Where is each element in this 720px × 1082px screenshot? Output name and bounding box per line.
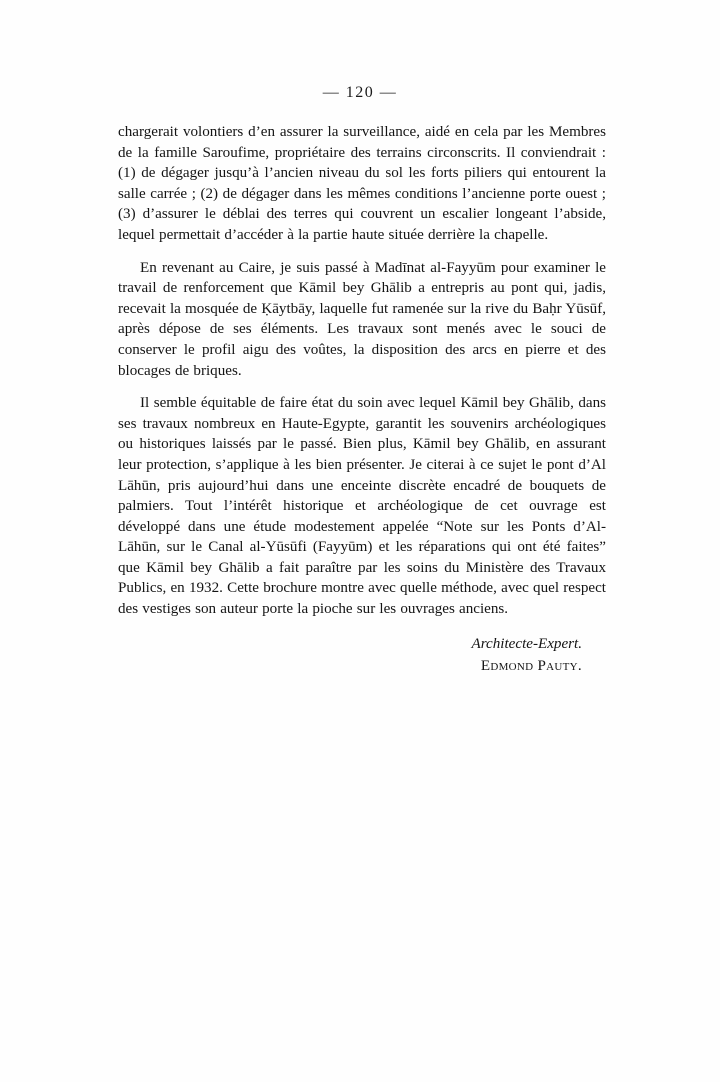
signature-block xyxy=(118,634,606,677)
paragraph-3: Il semble équitable de faire état du soin avec lequel Kāmil bey Ghālib, dans ses travaux nombreux en Haute-Egypte, garantit les souvenirs archéologiques ou historiques laissés par le passé. Bien plus, Kāmil bey Ghālib, en assurant leur protection, s’applique à les bien présenter. Je citerai à ce sujet le pont d’Al Lāhūn, pris aujourd’hui dans une enceinte discrète encadré de bouquets de palmiers. Tout l’intérêt historique et archéologique de cet ouvrage est développé dans une étude modestement appelée “Note sur les Ponts d’Al-Lāhūn, sur le Canal al-Yūsūfi (Fayyūm) et les réparations qui ont été faites” que Kāmil bey Ghālib a fait paraître par les soins du Ministère des Travaux Publics, en 1932. Cette brochure montre avec quelle méthode, avec quel respect des vestiges son auteur porte la pioche sur les ouvrages anciens. xyxy=(118,395,606,618)
signature-role: Architecte-Expert. xyxy=(471,635,582,652)
paragraph-2: En revenant au Caire, je suis passé à Madīnat al-Fayyūm pour examiner le travail de renforcement que Kāmil bey Ghālib a entrepris au pont qui, jadis, recevait la mosquée de Ḳāytbāy, laquelle fut ramenée sur la rive du Baḥr Yūsūf, après dépose de ses éléments. Les travaux sont menés avec le souci de conserver le profil aigu des voûtes, la disposition des arcs en pierre et des blocages de briques. xyxy=(118,259,606,379)
paragraph-1: chargerait volontiers d’en assurer la surveillance, aidé en cela par les Membres de la famille Saroufime, propriétaire des terrains circonscrits. Il conviendrait : (1) de dégager jusqu’à l’ancien niveau du sol les forts piliers qui entourent la salle carrée ; (2) de dégager dans les mêmes conditions l’ancienne porte ouest ; (3) d’assurer le déblai des terres qui couvrent un escalier longeant l’abside, lequel permettait d’accéder à la partie haute située derrière la chapelle. xyxy=(118,124,606,243)
page-body xyxy=(118,122,606,677)
page-number: — 120 — xyxy=(322,84,398,101)
signature-name: Edmond Pauty. xyxy=(480,657,582,674)
